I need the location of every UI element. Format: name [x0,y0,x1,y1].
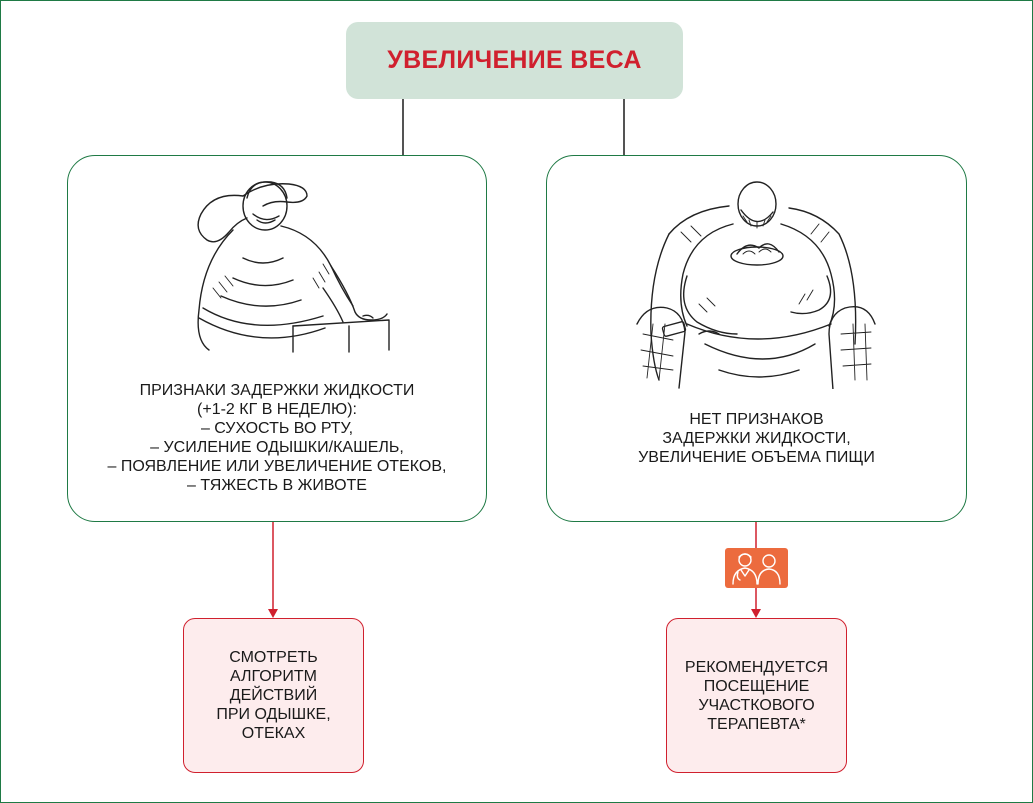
right-text-line: НЕТ ПРИЗНАКОВ [689,411,824,428]
right-text-line: ЗАДЕРЖКИ ЖИДКОСТИ, [662,430,851,447]
right-result-box [666,618,847,773]
left-result-line: ПРИ ОДЫШКЕ, [216,706,331,723]
right-result-line: ТЕРАПЕВТА* [707,715,806,733]
arrow-right-head [751,609,761,618]
left-panel-text [68,381,486,495]
man-in-armchair-eating-illustration [629,174,879,389]
right-text-line: УВЕЛИЧЕНИЕ ОБЪЕМА ПИЩИ [638,449,875,466]
diagram-title: УВЕЛИЧЕНИЕ ВЕСА [387,46,642,74]
right-panel [546,155,967,522]
right-result-line: УЧАСТКОВОГО [698,696,815,714]
left-text-line: ПРИЗНАКИ ЗАДЕРЖКИ ЖИДКОСТИ [139,382,415,399]
man-holding-head-illustration [173,168,403,358]
right-panel-text [547,410,966,467]
left-text-line: – ТЯЖЕСТЬ В ЖИВОТЕ [187,477,367,494]
left-panel [67,155,487,522]
left-result-line: ОТЕКАХ [241,725,306,742]
right-result-text [685,658,828,734]
doctor-patient-icon [725,548,788,588]
left-result-line: АЛГОРИТМ [229,668,317,685]
left-result-box [183,618,364,773]
left-text-line: (+1-2 КГ В НЕДЕЛЮ): [197,401,357,418]
left-text-line: – СУХОСТЬ ВО РТУ, [200,420,354,437]
left-result-line: СМОТРЕТЬ [229,649,318,666]
left-result-line: ДЕЙСТВИЙ [229,687,318,704]
left-result-text [216,648,330,743]
right-result-line: ПОСЕЩЕНИЕ [703,677,810,695]
title-box [346,22,683,99]
right-result-line: РЕКОМЕНДУЕТСЯ [684,658,829,676]
left-text-line: – УСИЛЕНИЕ ОДЫШКИ/КАШЕЛЬ, [150,439,404,456]
left-text-line: – ПОЯВЛЕНИЕ ИЛИ УВЕЛИЧЕНИЕ ОТЕКОВ, [107,458,447,475]
arrow-left-head [268,609,278,618]
